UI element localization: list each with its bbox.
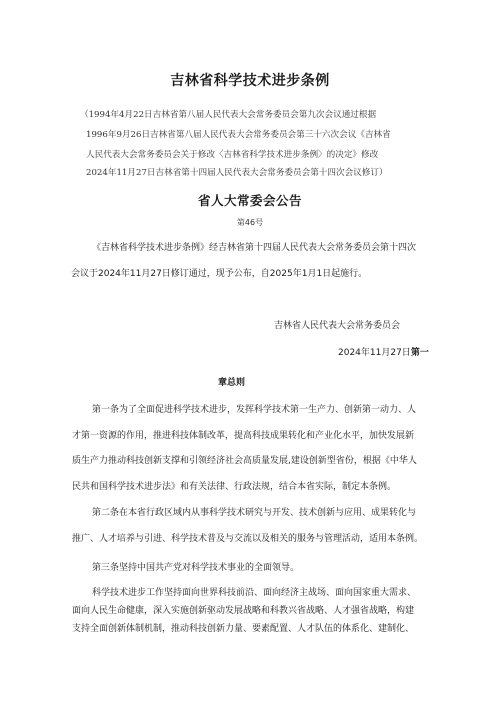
announcement-number: 第46号 — [236, 218, 264, 227]
article4-line: 科学技术进步工作坚持面向世界科技前沿、面向经济主战场、面向国家重大需求、 — [92, 588, 417, 598]
article4-line: 支持全面创新体制机制，推动科技创新力量、要素配置、人才队伍的体系化、建制化、 — [72, 624, 415, 634]
document-title: 吉林省科学技术进步条例 — [170, 73, 330, 89]
chapter-title: 章总则 — [218, 378, 246, 388]
announcement-line: 《吉林省科学技术进步条例》经吉林省第十四届人民代表大会常务委员会第十四次 — [92, 243, 417, 253]
announcement-line: 会议于2024年11月27日修订通过，现予公布，自2025年1月1日起施行。 — [71, 269, 368, 279]
article2-line: 第二条在本省行政区域内从事科学技术研究与开发、技术创新与应用、成果转化与 — [92, 508, 417, 518]
article1-line: 质生产力推动科技创新支撑和引领经济社会高质量发展,建设创新型省份，根据《中华人 — [72, 456, 417, 466]
revision-note-line: 2024年11月27日吉林省第十四届人民代表大会常务委员会第十四次会议修订） — [86, 168, 388, 178]
article3-line: 第三条坚持中国共产党对科学技术事业的全面领导。 — [92, 563, 300, 573]
signature-date — [338, 345, 429, 358]
signature-tail: 第一 — [410, 348, 429, 358]
revision-note-line: 人民代表大会常务委员会关于修改〈吉林省科学技术进步条例〉的决定》修改 — [86, 150, 379, 160]
signature-date-text: 2024年11月27日 — [338, 348, 411, 358]
article2-line: 推广、人才培养与引进、科学技术普及与交流以及相关的服务与管理活动，适用本条例。 — [72, 534, 424, 544]
signature-organization: 吉林省人民代表大会常务委员会 — [274, 321, 401, 331]
article1-line: 民共和国科学技术进步法》和有关法律、行政法规，结合本省实际，制定本条例。 — [72, 482, 397, 492]
article4-line: 面向人民生命健康，深入实施创新驱动发展战略和科教兴省战略、人才强省战略，构建 — [72, 606, 415, 616]
revision-note-line: （1994年4月22日吉林省第八届人民代表大会常务委员会第九次会议通过根据 — [80, 110, 377, 120]
article1-line: 第一条为了全面促进科学技术进步，发挥科学技术第一生产力、创新第一动力、人 — [92, 405, 417, 415]
article1-line: 才第一资源的作用，推进科技体制改革，提高科技成果转化和产业化水平，加快发展新 — [72, 431, 415, 441]
revision-note-line: 1996年9月26日吉林省第八届人民代表大会常务委员会第三十六次会议《吉林省 — [86, 130, 391, 140]
announcement-heading: 省人大常委会公告 — [197, 193, 302, 208]
